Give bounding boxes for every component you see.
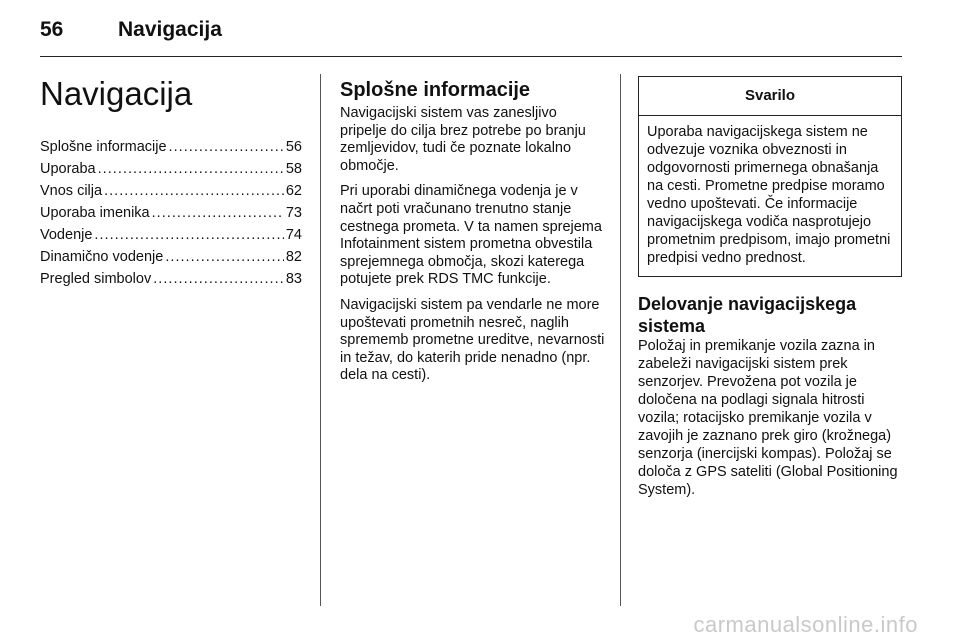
warning-box xyxy=(638,76,902,277)
column-divider-left xyxy=(320,74,321,606)
chapter-column xyxy=(40,74,302,290)
body-paragraph: Navigacijski sistem vas zanesljivo pripelje do cilja brez potrebe po branju zemljevidov, tudi če poznate lokalno območje. xyxy=(340,105,586,174)
toc-leader-dots xyxy=(152,202,284,224)
toc-item[interactable] xyxy=(40,158,302,180)
toc-item-label: Uporaba xyxy=(40,161,96,177)
toc-item-label: Vnos cilja xyxy=(40,183,103,199)
section-title: Splošne informacije xyxy=(340,79,531,101)
toc-item-page: 58 xyxy=(285,161,302,177)
toc-item[interactable] xyxy=(40,202,302,224)
toc-item-label: Splošne informacije xyxy=(40,139,167,155)
toc-item-page: 56 xyxy=(285,139,302,155)
body-paragraph: Navigacijski sistem pa vendarle ne more upoštevati prometnih nesreč, naglih sprememb prometne ureditve, nevarnosti in težav, do katerih pride nenadno (npr. dela na cesti). xyxy=(340,296,605,384)
toc-item-page: 82 xyxy=(285,249,302,265)
toc-item-page: 83 xyxy=(285,271,302,287)
toc-item-page: 74 xyxy=(285,227,302,243)
toc-item-label: Pregled simbolov xyxy=(40,271,152,287)
toc-leader-dots xyxy=(165,246,284,268)
toc-item-page: 62 xyxy=(285,183,302,199)
toc-leader-dots xyxy=(153,268,284,290)
toc-leader-dots xyxy=(104,180,284,202)
header-divider xyxy=(40,56,902,57)
table-of-contents xyxy=(40,136,302,290)
toc-item-page: 73 xyxy=(285,205,302,221)
page-header xyxy=(40,18,222,48)
toc-leader-dots xyxy=(94,224,283,246)
watermark: carmanualsonline.info xyxy=(693,612,918,637)
subsection-text: Položaj in premikanje vozila zazna in zabeleži navigacijski sistem prek senzorjev. Prevožena pot vozila je določena na podlagi signala hitrosti vozila; rotacijsko premikanje vozila v zavojih je zaznano prek giro (krožnega) senzorja (inercijski kompas). Položaj se določa z GPS sateliti (Global Positioning System). xyxy=(638,338,898,498)
general-info-column xyxy=(340,78,605,393)
toc-item[interactable] xyxy=(40,268,302,290)
chapter-title: Navigacija xyxy=(40,75,193,112)
toc-item[interactable] xyxy=(40,224,302,246)
warning-text: Uporaba navigacijskega sistem ne odvezuje voznika obveznosti in odgovornosti primernega obnašanja na cesti. Prometne predpise moramo vedno upoštevati. Če informacije navigacijskega vodiča nasprotujejo prometnim predpisom, imajo prometni predpisi vedno prednost. xyxy=(647,124,891,266)
toc-item[interactable] xyxy=(40,246,302,268)
toc-leader-dots xyxy=(98,158,284,180)
subsection-title: Delovanje navigacijskega sistema xyxy=(638,294,857,336)
toc-item[interactable] xyxy=(40,180,302,202)
body-paragraph: Pri uporabi dinamičnega vodenja je v načrt poti vračunano trenutno stanje cestnega prometa. V ta namen sprejema Infotainment sistem prometna obvestila sprejemnega območja, skozi katerega potujete prek RDS TMC funkcije. xyxy=(340,183,602,288)
warning-title: Svarilo xyxy=(639,77,901,116)
running-title: Navigacija xyxy=(118,18,222,41)
toc-item-label: Vodenje xyxy=(40,227,93,243)
column-divider-right xyxy=(620,74,621,606)
toc-item-label: Uporaba imenika xyxy=(40,205,150,221)
toc-leader-dots xyxy=(169,136,284,158)
page-number: 56 xyxy=(40,18,64,41)
toc-item[interactable] xyxy=(40,136,302,158)
warning-column xyxy=(638,76,902,499)
toc-item-label: Dinamično vodenje xyxy=(40,249,164,265)
